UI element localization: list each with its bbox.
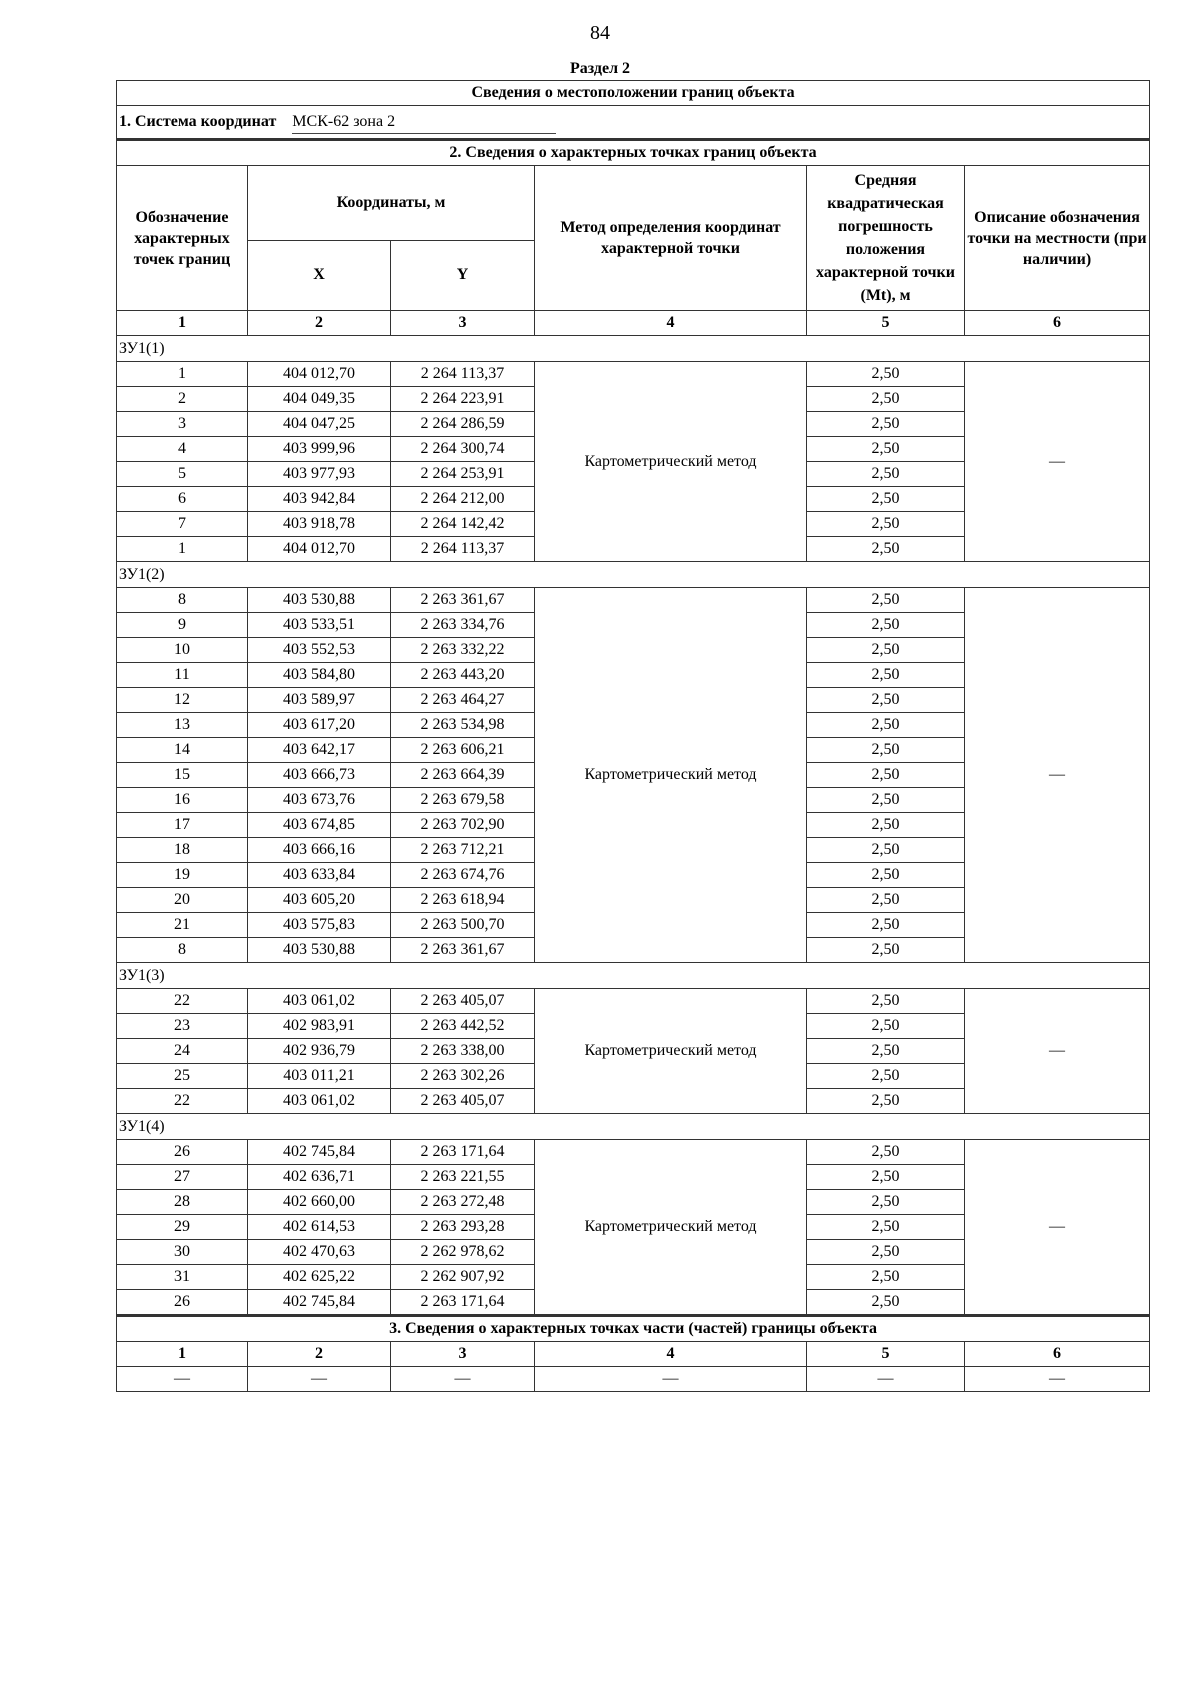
coordinate-x: 404 012,70 [248, 362, 391, 387]
coordinate-y: 2 264 142,42 [391, 512, 535, 537]
mt-value: 2,50 [807, 362, 965, 387]
coordinate-x: 402 983,91 [248, 1014, 391, 1039]
empty-dash: — [535, 1367, 807, 1392]
parts-column-numbers-row [117, 1342, 1150, 1367]
coordinate-x: 403 642,17 [248, 738, 391, 763]
column-number: 5 [807, 1342, 965, 1367]
mt-value: 2,50 [807, 437, 965, 462]
coordinate-x: 402 745,84 [248, 1290, 391, 1316]
column-number: 2 [248, 311, 391, 336]
group-title: ЗУ1(3) [117, 963, 1150, 989]
coordinate-y: 2 264 253,91 [391, 462, 535, 487]
mt-value: 2,50 [807, 1140, 965, 1165]
coordinate-x: 403 589,97 [248, 688, 391, 713]
coordinate-y: 2 263 302,26 [391, 1064, 535, 1089]
coordinate-system-label: 1. Система координат [119, 112, 277, 130]
points-section-title: 2. Сведения о характерных точках границ объекта [117, 140, 1150, 166]
table-row [117, 989, 1150, 1014]
point-designation: 1 [117, 537, 248, 562]
point-designation: 22 [117, 1089, 248, 1114]
method-cell: Картометрический метод [535, 1140, 807, 1316]
coordinate-y: 2 263 221,55 [391, 1165, 535, 1190]
header-coordinates: Координаты, м [248, 166, 535, 241]
column-number: 5 [807, 311, 965, 336]
mt-value: 2,50 [807, 613, 965, 638]
page-number: 84 [590, 22, 610, 44]
coordinate-y: 2 263 405,07 [391, 989, 535, 1014]
coordinate-x: 404 012,70 [248, 537, 391, 562]
parts-section-title-row [117, 1316, 1150, 1342]
coordinate-x: 403 666,73 [248, 763, 391, 788]
coordinate-x: 403 605,20 [248, 888, 391, 913]
mt-value: 2,50 [807, 1039, 965, 1064]
column-numbers-row [117, 311, 1150, 336]
point-designation: 30 [117, 1240, 248, 1265]
coordinate-y: 2 263 702,90 [391, 813, 535, 838]
coordinate-x: 403 977,93 [248, 462, 391, 487]
column-number: 4 [535, 311, 807, 336]
header-y: Y [391, 240, 535, 310]
header-x: X [248, 240, 391, 310]
header-mt: Средняя квадратическая погрешность положения характерной точки (Mt), м [807, 166, 965, 311]
section-title: Раздел 2 [569, 60, 631, 77]
coordinate-x: 403 674,85 [248, 813, 391, 838]
coordinate-y: 2 264 113,37 [391, 537, 535, 562]
point-designation: 4 [117, 437, 248, 462]
coordinate-y: 2 262 978,62 [391, 1240, 535, 1265]
mt-value: 2,50 [807, 1215, 965, 1240]
coordinate-y: 2 263 618,94 [391, 888, 535, 913]
point-designation: 16 [117, 788, 248, 813]
column-number: 3 [391, 311, 535, 336]
coordinate-x: 403 533,51 [248, 613, 391, 638]
header-designation: Обозначение характерных точек границ [117, 166, 248, 311]
mt-value: 2,50 [807, 512, 965, 537]
point-designation: 12 [117, 688, 248, 713]
coordinate-y: 2 263 664,39 [391, 763, 535, 788]
coordinate-system-row [117, 106, 1150, 140]
point-designation: 18 [117, 838, 248, 863]
coordinate-x: 403 999,96 [248, 437, 391, 462]
mt-value: 2,50 [807, 1165, 965, 1190]
point-designation: 2 [117, 387, 248, 412]
point-designation: 8 [117, 938, 248, 963]
group-title: ЗУ1(2) [117, 562, 1150, 588]
mt-value: 2,50 [807, 1240, 965, 1265]
point-designation: 13 [117, 713, 248, 738]
coordinate-y: 2 263 361,67 [391, 938, 535, 963]
group-title: ЗУ1(4) [117, 1114, 1150, 1140]
coordinate-x: 402 636,71 [248, 1165, 391, 1190]
point-designation: 26 [117, 1290, 248, 1316]
empty-dash: — [391, 1367, 535, 1392]
description-cell: — [965, 1140, 1150, 1316]
mt-value: 2,50 [807, 788, 965, 813]
empty-dash: — [248, 1367, 391, 1392]
parts-empty-row [117, 1367, 1150, 1392]
point-designation: 7 [117, 512, 248, 537]
coordinate-y: 2 263 332,22 [391, 638, 535, 663]
coordinate-x: 402 660,00 [248, 1190, 391, 1215]
mt-value: 2,50 [807, 688, 965, 713]
coordinate-x: 403 011,21 [248, 1064, 391, 1089]
coordinate-y: 2 262 907,92 [391, 1265, 535, 1290]
empty-dash: — [807, 1367, 965, 1392]
coordinate-y: 2 264 300,74 [391, 437, 535, 462]
table-row [117, 588, 1150, 613]
point-designation: 19 [117, 863, 248, 888]
mt-value: 2,50 [807, 387, 965, 412]
coordinate-x: 404 049,35 [248, 387, 391, 412]
coordinate-x: 402 614,53 [248, 1215, 391, 1240]
table-title: Сведения о местоположении границ объекта [117, 81, 1150, 106]
group-title-row [117, 1114, 1150, 1140]
point-designation: 10 [117, 638, 248, 663]
mt-value: 2,50 [807, 1290, 965, 1316]
coordinate-x: 403 666,16 [248, 838, 391, 863]
description-cell: — [965, 362, 1150, 562]
coordinate-x: 403 584,80 [248, 663, 391, 688]
coordinate-x: 403 673,76 [248, 788, 391, 813]
point-designation: 5 [117, 462, 248, 487]
coordinate-y: 2 264 286,59 [391, 412, 535, 437]
coordinate-x: 403 918,78 [248, 512, 391, 537]
point-designation: 24 [117, 1039, 248, 1064]
coordinate-y: 2 263 443,20 [391, 663, 535, 688]
point-designation: 15 [117, 763, 248, 788]
header-row-1 [117, 166, 1150, 241]
mt-value: 2,50 [807, 763, 965, 788]
table-body [117, 81, 1150, 1392]
point-designation: 20 [117, 888, 248, 913]
point-designation: 25 [117, 1064, 248, 1089]
point-designation: 21 [117, 913, 248, 938]
mt-value: 2,50 [807, 1089, 965, 1114]
coordinate-y: 2 263 171,64 [391, 1290, 535, 1316]
coordinate-y: 2 264 113,37 [391, 362, 535, 387]
mt-value: 2,50 [807, 1014, 965, 1039]
coordinate-y: 2 263 338,00 [391, 1039, 535, 1064]
header-description: Описание обозначения точки на местности (при наличии) [965, 166, 1150, 311]
boundary-table [116, 80, 1150, 1392]
point-designation: 17 [117, 813, 248, 838]
mt-value: 2,50 [807, 412, 965, 437]
coordinate-x: 403 617,20 [248, 713, 391, 738]
mt-value: 2,50 [807, 738, 965, 763]
coordinate-y: 2 263 534,98 [391, 713, 535, 738]
method-cell: Картометрический метод [535, 989, 807, 1114]
mt-value: 2,50 [807, 588, 965, 613]
column-number: 6 [965, 1342, 1150, 1367]
column-number: 2 [248, 1342, 391, 1367]
coordinate-y: 2 263 334,76 [391, 613, 535, 638]
mt-value: 2,50 [807, 938, 965, 963]
mt-value: 2,50 [807, 863, 965, 888]
mt-value: 2,50 [807, 1265, 965, 1290]
method-cell: Картометрический метод [535, 588, 807, 963]
table-row [117, 1140, 1150, 1165]
mt-value: 2,50 [807, 537, 965, 562]
coordinate-y: 2 263 171,64 [391, 1140, 535, 1165]
coordinate-y: 2 263 293,28 [391, 1215, 535, 1240]
mt-value: 2,50 [807, 989, 965, 1014]
mt-value: 2,50 [807, 838, 965, 863]
empty-dash: — [965, 1367, 1150, 1392]
mt-value: 2,50 [807, 1064, 965, 1089]
point-designation: 28 [117, 1190, 248, 1215]
coordinate-y: 2 263 674,76 [391, 863, 535, 888]
mt-value: 2,50 [807, 487, 965, 512]
coordinate-x: 402 936,79 [248, 1039, 391, 1064]
coordinate-y: 2 263 272,48 [391, 1190, 535, 1215]
coordinate-x: 402 745,84 [248, 1140, 391, 1165]
coordinate-system-value: МСК-62 зона 2 [292, 111, 556, 134]
coordinate-x: 403 552,53 [248, 638, 391, 663]
point-designation: 3 [117, 412, 248, 437]
point-designation: 29 [117, 1215, 248, 1240]
mt-value: 2,50 [807, 888, 965, 913]
point-designation: 6 [117, 487, 248, 512]
coordinate-x: 403 530,88 [248, 588, 391, 613]
mt-value: 2,50 [807, 663, 965, 688]
group-title-row [117, 562, 1150, 588]
point-designation: 11 [117, 663, 248, 688]
column-number: 1 [117, 311, 248, 336]
group-title-row [117, 336, 1150, 362]
point-designation: 22 [117, 989, 248, 1014]
coordinate-x: 403 530,88 [248, 938, 391, 963]
coordinate-y: 2 263 500,70 [391, 913, 535, 938]
description-cell: — [965, 989, 1150, 1114]
point-designation: 26 [117, 1140, 248, 1165]
coordinate-x: 403 575,83 [248, 913, 391, 938]
column-number: 6 [965, 311, 1150, 336]
coordinate-x: 404 047,25 [248, 412, 391, 437]
coordinate-x: 403 061,02 [248, 989, 391, 1014]
coordinate-x: 403 633,84 [248, 863, 391, 888]
method-cell: Картометрический метод [535, 362, 807, 562]
table-title-row [117, 81, 1150, 106]
mt-value: 2,50 [807, 462, 965, 487]
column-number: 1 [117, 1342, 248, 1367]
coordinate-y: 2 263 712,21 [391, 838, 535, 863]
coordinate-y: 2 263 679,58 [391, 788, 535, 813]
coordinate-x: 402 470,63 [248, 1240, 391, 1265]
coordinate-y: 2 263 464,27 [391, 688, 535, 713]
table-row [117, 362, 1150, 387]
point-designation: 9 [117, 613, 248, 638]
header-method: Метод определения координат характерной точки [535, 166, 807, 311]
column-number: 4 [535, 1342, 807, 1367]
point-designation: 23 [117, 1014, 248, 1039]
coordinate-y: 2 264 212,00 [391, 487, 535, 512]
coordinate-x: 402 625,22 [248, 1265, 391, 1290]
empty-dash: — [117, 1367, 248, 1392]
mt-value: 2,50 [807, 713, 965, 738]
coordinate-system-cell [117, 106, 1150, 140]
description-cell: — [965, 588, 1150, 963]
point-designation: 14 [117, 738, 248, 763]
mt-value: 2,50 [807, 1190, 965, 1215]
point-designation: 31 [117, 1265, 248, 1290]
point-designation: 1 [117, 362, 248, 387]
mt-value: 2,50 [807, 913, 965, 938]
group-title-row [117, 963, 1150, 989]
coordinate-y: 2 263 361,67 [391, 588, 535, 613]
coordinate-x: 403 942,84 [248, 487, 391, 512]
coordinate-y: 2 263 606,21 [391, 738, 535, 763]
coordinate-y: 2 263 405,07 [391, 1089, 535, 1114]
mt-value: 2,50 [807, 638, 965, 663]
group-title: ЗУ1(1) [117, 336, 1150, 362]
coordinate-y: 2 263 442,52 [391, 1014, 535, 1039]
point-designation: 8 [117, 588, 248, 613]
point-designation: 27 [117, 1165, 248, 1190]
coordinate-x: 403 061,02 [248, 1089, 391, 1114]
mt-value: 2,50 [807, 813, 965, 838]
parts-section-title: 3. Сведения о характерных точках части (частей) границы объекта [117, 1316, 1150, 1342]
points-section-title-row [117, 140, 1150, 166]
coordinate-y: 2 264 223,91 [391, 387, 535, 412]
column-number: 3 [391, 1342, 535, 1367]
